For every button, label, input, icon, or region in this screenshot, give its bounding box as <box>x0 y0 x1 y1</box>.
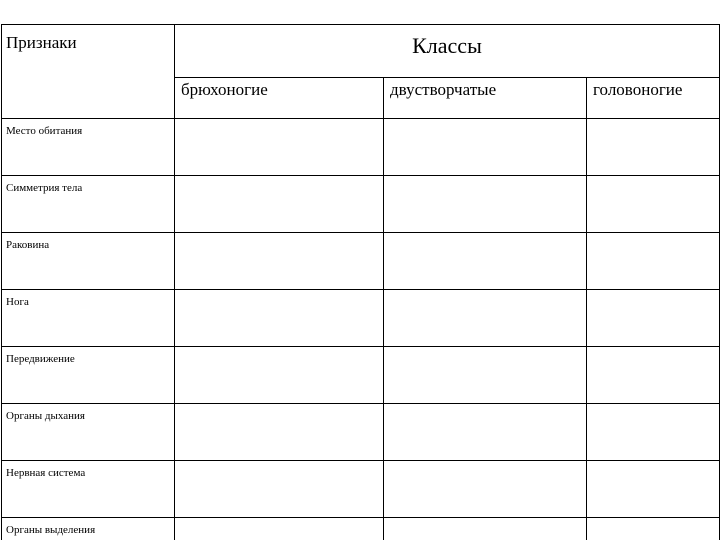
class-label: брюхоногие <box>181 80 268 99</box>
table-cell[interactable] <box>384 404 587 461</box>
table-cell[interactable] <box>175 290 384 347</box>
table-cell[interactable] <box>384 233 587 290</box>
row-label-excretory-organs <box>2 518 175 540</box>
row-label-body-symmetry <box>2 176 175 233</box>
table-cell[interactable] <box>384 176 587 233</box>
table-cell[interactable] <box>175 404 384 461</box>
row-label-foot <box>2 290 175 347</box>
header-row <box>2 25 720 78</box>
table-row <box>2 290 720 347</box>
table-cell[interactable] <box>587 347 720 404</box>
row-label-locomotion <box>2 347 175 404</box>
table-cell[interactable] <box>175 233 384 290</box>
mollusc-classes-table <box>1 24 720 540</box>
table-row <box>2 176 720 233</box>
class-header-gastropods <box>175 78 384 119</box>
table-cell[interactable] <box>587 176 720 233</box>
table-row <box>2 461 720 518</box>
classes-header-cell <box>175 25 720 78</box>
row-label-text: Симметрия тела <box>6 182 83 194</box>
table-cell[interactable] <box>384 119 587 176</box>
row-label-text: Нога <box>6 296 29 308</box>
table-row <box>2 518 720 540</box>
table-cell[interactable] <box>384 461 587 518</box>
row-label-text: Органы выделения <box>6 524 96 536</box>
table-row <box>2 119 720 176</box>
feature-header-cell <box>2 25 175 119</box>
table-cell[interactable] <box>384 347 587 404</box>
table-cell[interactable] <box>587 518 720 540</box>
class-header-cephalopods <box>587 78 720 119</box>
class-header-bivalves <box>384 78 587 119</box>
row-label-text: Органы дыхания <box>6 410 85 422</box>
row-label-text: Место обитания <box>6 125 83 137</box>
row-label-text: Передвижение <box>6 353 75 365</box>
class-label: головоногие <box>593 80 683 99</box>
table-row <box>2 347 720 404</box>
feature-header-label: Признаки <box>6 33 77 52</box>
table-cell[interactable] <box>175 347 384 404</box>
row-label-text: Раковина <box>6 239 50 251</box>
table-cell[interactable] <box>384 290 587 347</box>
table-cell[interactable] <box>587 404 720 461</box>
table-row <box>2 233 720 290</box>
table-cell[interactable] <box>587 461 720 518</box>
row-label-shell <box>2 233 175 290</box>
table-cell[interactable] <box>587 119 720 176</box>
table-cell[interactable] <box>384 518 587 540</box>
row-label-nervous-system <box>2 461 175 518</box>
table-cell[interactable] <box>587 290 720 347</box>
class-label: двустворчатые <box>390 80 497 99</box>
table-cell[interactable] <box>175 176 384 233</box>
table-cell[interactable] <box>587 233 720 290</box>
table-cell[interactable] <box>175 461 384 518</box>
row-label-habitat <box>2 119 175 176</box>
classes-header-label: Классы <box>412 33 482 58</box>
table-cell[interactable] <box>175 518 384 540</box>
row-label-respiratory-organs <box>2 404 175 461</box>
table-row <box>2 404 720 461</box>
table-cell[interactable] <box>175 119 384 176</box>
row-label-text: Нервная система <box>6 467 86 479</box>
